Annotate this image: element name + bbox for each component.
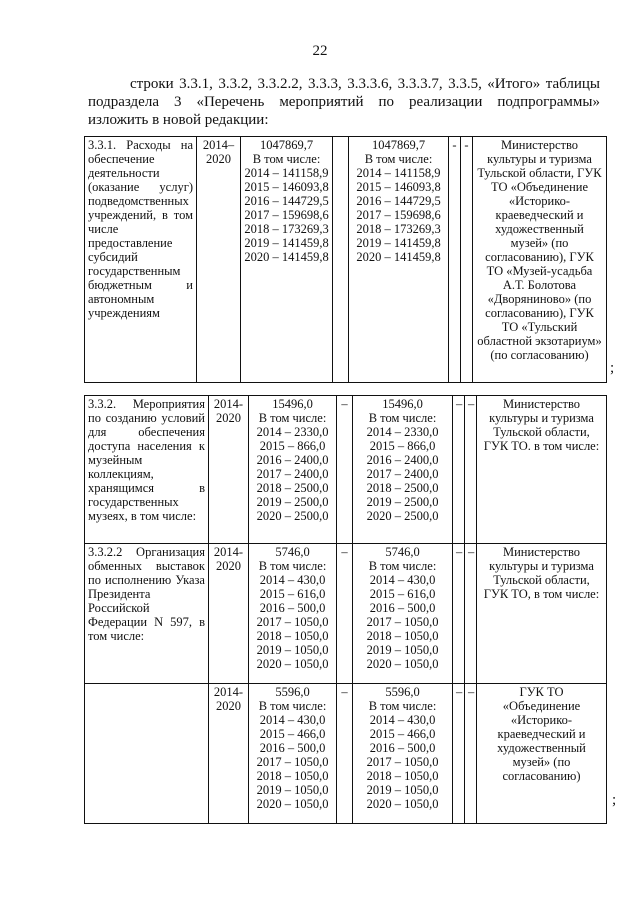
dash-cell: – (337, 544, 353, 684)
period: 2014–2020 (197, 137, 241, 383)
table-rows-3-3-2 (84, 395, 607, 824)
funding-total: 15496,0 В том числе: 2014 – 2330,0 2015 – 866,0 2016 – 2400,0 2017 – 2400,0 2018 – 2500,0 2019 – 2500,0 2020 – 2500,0 (249, 396, 337, 544)
dash-cell (333, 137, 349, 383)
funding-total: 5596,0 В том числе: 2014 – 430,0 2015 – 466,0 2016 – 500,0 2017 – 1050,0 2018 – 1050,0 2019 – 1050,0 2020 – 1050,0 (249, 684, 337, 824)
executor: Министерство культуры и туризма Тульской области, ГУК ТО «Объединение «Историко-краеведческий и художественный музей» (по согласованию), ГУК ТО «Музей-усадьба А.Т. Болотова «Дворяниново» (по согласованию), ГУК ТО «Тульский областной экзотариум» (по согласованию) (473, 137, 607, 383)
dash-cell: - (449, 137, 461, 383)
funding-regional: 1047869,7 В том числе: 2014 – 141158,9 2015 – 146093,8 2016 – 144729,5 2017 – 159698,6 2018 – 173269,3 2019 – 141459,8 2020 – 141459,8 (349, 137, 449, 383)
semicolon: ; (610, 360, 615, 376)
executor: ГУК ТО «Объединение «Историко-краеведческий и художественный музей» (по согласованию) (477, 684, 607, 824)
intro-paragraph (88, 75, 600, 129)
measure-name: 3.3.2.2 Организация обменных выставок по исполнению Указа Президента Российской Федерации N 597, в том числе: (85, 544, 209, 684)
table-row-3-3-1 (84, 136, 607, 383)
page-number: 22 (312, 43, 328, 59)
dash-cell: - (461, 137, 473, 383)
dash-cell: – (453, 544, 465, 684)
measure-name (85, 684, 209, 824)
semicolon: ; (612, 792, 617, 808)
funding-regional: 5746,0 В том числе: 2014 – 430,0 2015 – 616,0 2016 – 500,0 2017 – 1050,0 2018 – 1050,0 2019 – 1050,0 2020 – 1050,0 (353, 544, 453, 684)
intro-line-2: подраздела 3 «Перечень мероприятий по реализации подпрограммы» (88, 94, 600, 110)
period: 2014-2020 (209, 544, 249, 684)
dash-cell: – (337, 684, 353, 824)
measure-name: 3.3.2. Мероприятия по созданию условий для обеспечения доступа населения к музейным коллекциям, хранящимся в государственных музеях, в том числе: (85, 396, 209, 544)
intro-line-3: изложить в новой редакции: (88, 112, 269, 128)
executor: Министерство культуры и туризма Тульской области, ГУК ТО. в том числе: (477, 396, 607, 544)
period: 2014-2020 (209, 396, 249, 544)
dash-cell: – (465, 684, 477, 824)
executor: Министерство культуры и туризма Тульской области, ГУК ТО, в том числе: (477, 544, 607, 684)
dash-cell: – (465, 396, 477, 544)
funding-total: 5746,0 В том числе: 2014 – 430,0 2015 – 616,0 2016 – 500,0 2017 – 1050,0 2018 – 1050,0 2019 – 1050,0 2020 – 1050,0 (249, 544, 337, 684)
period: 2014-2020 (209, 684, 249, 824)
dash-cell: – (453, 396, 465, 544)
intro-line-1: строки 3.3.1, 3.3.2, 3.3.2.2, 3.3.3, 3.3.3.6, 3.3.3.7, 3.3.5, «Итого» таблицы (130, 76, 600, 92)
dash-cell: – (465, 544, 477, 684)
funding-regional: 15496,0 В том числе: 2014 – 2330,0 2015 – 866,0 2016 – 2400,0 2017 – 2400,0 2018 – 2500,0 2019 – 2500,0 2020 – 2500,0 (353, 396, 453, 544)
dash-cell: – (453, 684, 465, 824)
funding-total: 1047869,7 В том числе: 2014 – 141158,9 2015 – 146093,8 2016 – 144729,5 2017 – 159698,6 2018 – 173269,3 2019 – 141459,8 2020 – 141459,8 (241, 137, 333, 383)
measure-name: 3.3.1. Расходы на обеспечение деятельности (оказание услуг) подведомственных учреждений, в том числе предоставление субсидий государственным бюджетным и автономным учреждениям (85, 137, 197, 383)
funding-regional: 5596,0 В том числе: 2014 – 430,0 2015 – 466,0 2016 – 500,0 2017 – 1050,0 2018 – 1050,0 2019 – 1050,0 2020 – 1050,0 (353, 684, 453, 824)
dash-cell: – (337, 396, 353, 544)
